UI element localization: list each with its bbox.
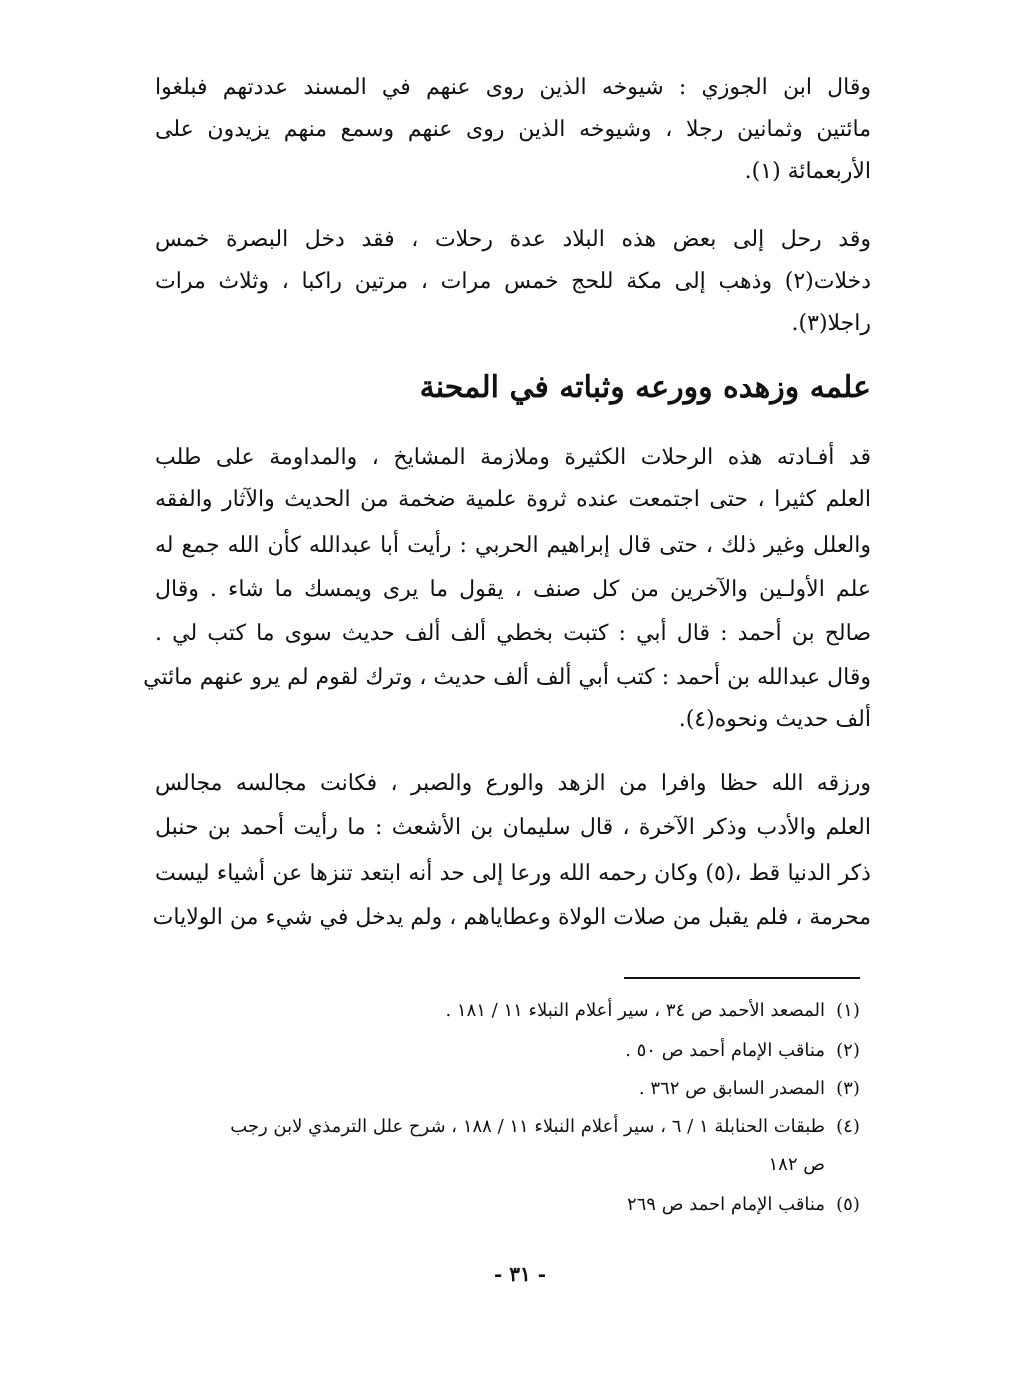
footnote-text: مناقب الإمام احمد ص ٢٦٩ [626,1194,825,1215]
footnote [155,1112,871,1142]
paragraph-line: مائتين وثمانين رجلا ، وشيوخه الذين روى عنهم وسمع منهم يزيدون على [155,117,871,142]
paragraph-line: وقد رحل إلى بعض هذه البلاد عدة رحلات ، فقد دخل البصرة خمس [155,227,871,252]
paragraph-line: علم الأولـين والآخرين من كل صنف ، يقول ما يرى ويمسك ما شاء . وقال [155,577,871,602]
section-heading: علمه وزهده وورعه وثباته في المحنة [419,370,871,405]
paragraph-line: ذكر الدنيا قط ،(٥) وكان رحمه الله ورعا إلى حد أنه ابتعد تنزها عن أشياء ليست [155,861,871,886]
footnote [155,1074,871,1104]
footnote [155,996,871,1026]
paragraph-line: راجلا(٣). [791,311,871,336]
footnote-number: (٢) [836,1040,860,1061]
paragraph-line: قد أفـادته هذه الرحلات الكثيرة وملازمة المشايخ ، والمداومة على طلب [155,445,871,470]
footnote-continuation: ص ١٨٢ [768,1154,825,1175]
footnote-text: طبقات الحنابلة ١ / ٦ ، سير أعلام النبلاء ١١ / ١٨٨ ، شرح علل الترمذي لابن رجب [230,1116,825,1137]
paragraph-line: دخلات(٢) وذهب إلى مكة للحج خمس مرات ، مرتين راكبا ، وثلاث مرات [155,269,871,294]
footnote-text: المصدر السابق ص ٣٦٢ . [638,1078,825,1099]
page-number: - ٣١ - [493,1262,546,1286]
paragraph-line: العلم والأدب وذكر الآخرة ، قال سليمان بن الأشعث : ما رأيت أحمد بن حنبل [155,815,871,840]
paragraph-line: والعلل وغير ذلك ، حتى قال إبراهيم الحربي : رأيت أبا عبدالله كأن الله جمع له [155,533,871,558]
footnote-text: المصعد الأحمد ص ٣٤ ، سير أعلام النبلاء ١١ / ١٨١ . [445,1000,825,1021]
paragraph-line: محرمة ، فلم يقبل من صلات الولاة وعطاياهم ، ولم يدخل في شيء من الولايات [152,905,871,930]
paragraph-line: وقال عبدالله بن أحمد : كتب أبي ألف ألف حديث ، وترك لقوم لم يرو عنهم مائتي [143,665,871,690]
footnote [155,1036,871,1066]
paragraph-line: صالح بن أحمد : قال أبي : كتبت بخطي ألف ألف حديث سوى ما كتب لي . [155,621,871,646]
paragraph-line: ورزقه الله حظا وافرا من الزهد والورع والصبر ، فكانت مجالسه مجالس [155,771,871,796]
footnote-number: (٥) [836,1194,860,1215]
paragraph-line: ألف حديث ونحوه(٤). [678,707,871,732]
footnote-number: (١) [836,1000,860,1021]
footnote [155,1190,871,1220]
footnote-number: (٤) [836,1116,860,1137]
paragraph-line: العلم كثيرا ، حتى اجتمعت عنده ثروة علمية ضخمة من الحديث والآثار والفقه [155,487,871,512]
footnote-divider [624,977,860,979]
footnote-text: مناقب الإمام أحمد ص ٥٠ . [625,1040,825,1061]
paragraph-line: وقال ابن الجوزي : شيوخه الذين روى عنهم في المسند عددتهم فبلغوا [155,75,871,100]
footnote-number: (٣) [836,1078,860,1099]
paragraph-line: الأربعمائة (١). [744,159,871,184]
